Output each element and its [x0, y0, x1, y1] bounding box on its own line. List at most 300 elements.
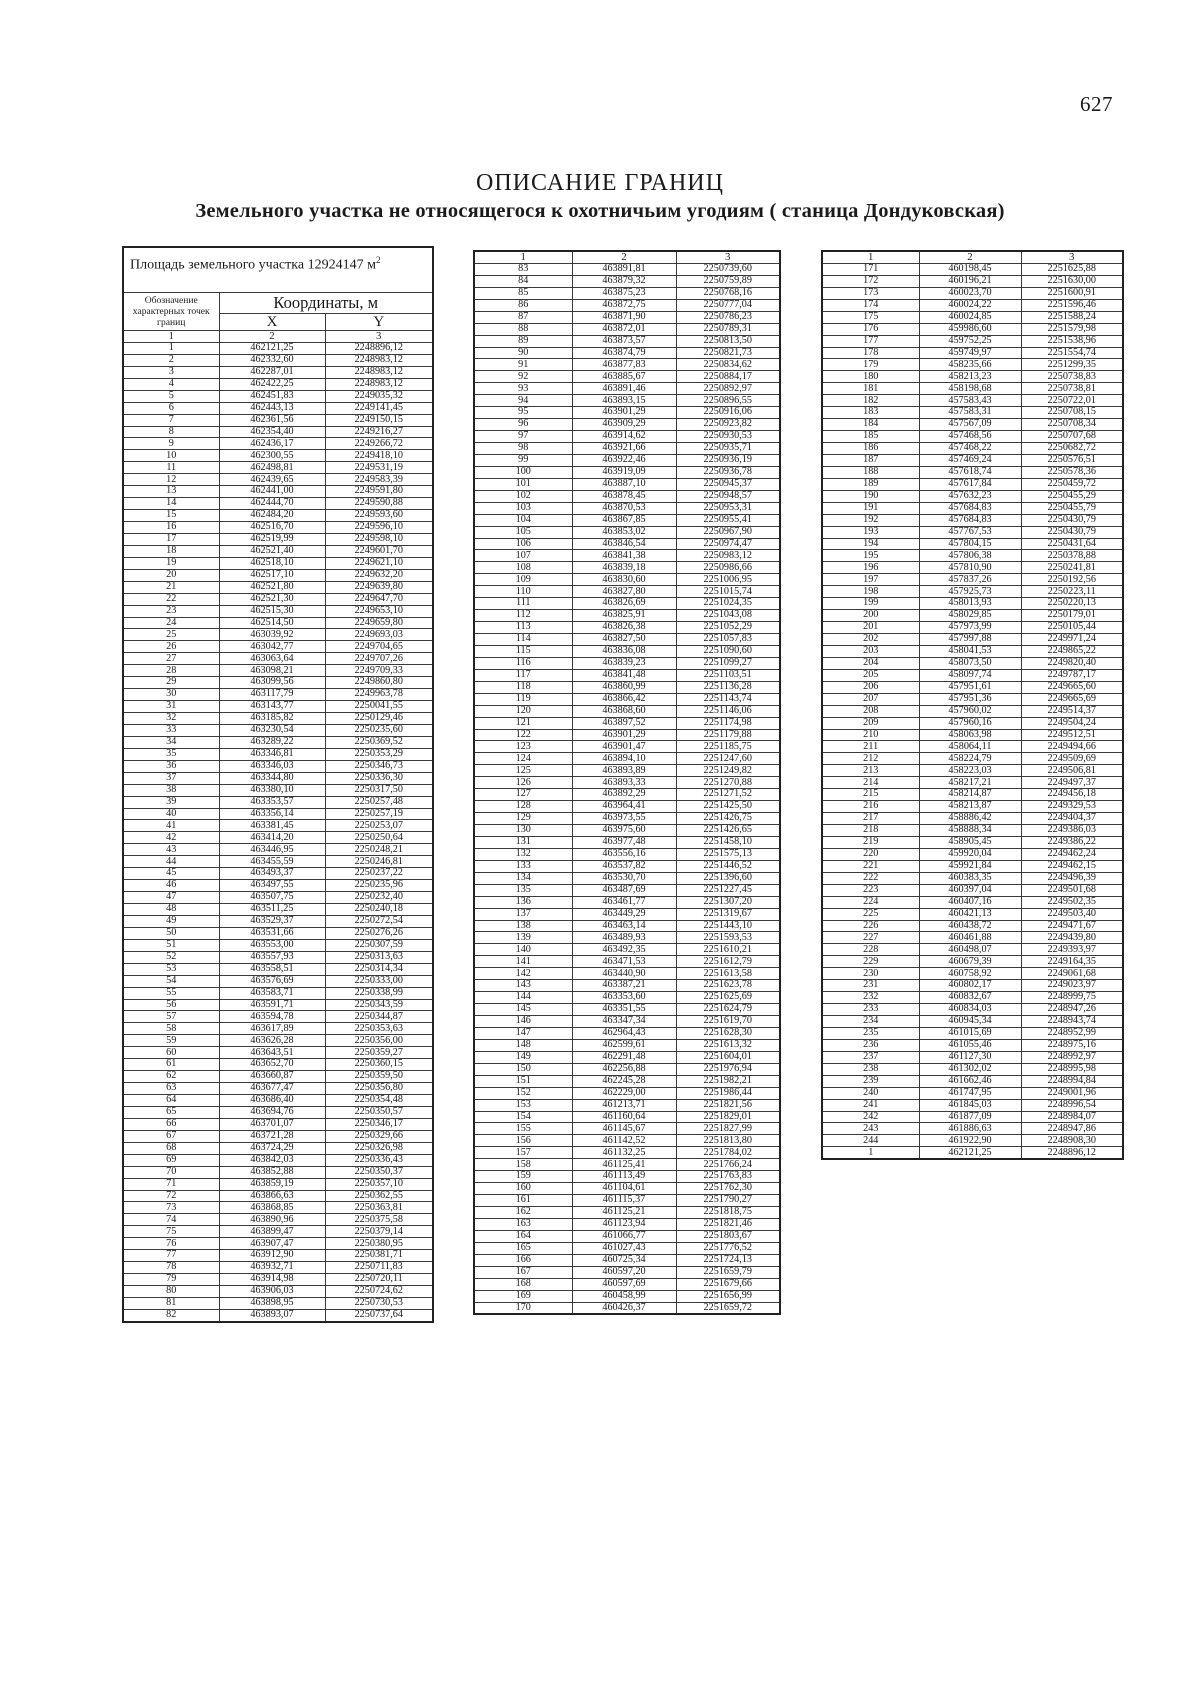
table-row [474, 1266, 780, 1278]
table-row [822, 383, 1123, 395]
table-row [822, 1123, 1123, 1135]
point-number-cell: 227 [822, 932, 919, 944]
point-number-cell: 101 [474, 478, 572, 490]
y-coordinate-cell: 2250336,30 [325, 772, 433, 784]
x-coordinate-cell: 463922,46 [572, 454, 676, 466]
y-coordinate-cell: 2250338,99 [325, 987, 433, 999]
point-number-cell: 34 [123, 736, 219, 748]
area-label: Площадь земельного участка 12924147 $м^2$ [123, 247, 433, 293]
point-number-cell: 209 [822, 717, 919, 729]
x-coordinate-cell: 463842,03 [219, 1154, 325, 1166]
table-row [474, 669, 780, 681]
point-number-cell: 232 [822, 992, 919, 1004]
table-row [123, 1130, 433, 1142]
x-coordinate-cell: 462439,65 [219, 474, 325, 486]
y-coordinate-cell: 2251057,83 [676, 634, 780, 646]
y-coordinate-cell: 2249503,40 [1021, 908, 1123, 920]
y-coordinate-cell: 2251659,79 [676, 1266, 780, 1278]
point-number-cell: 83 [474, 263, 572, 275]
x-coordinate-cell: 458029,85 [919, 610, 1021, 622]
y-coordinate-cell: 2251604,01 [676, 1051, 780, 1063]
table-row [474, 431, 780, 443]
y-coordinate-cell: 2250307,59 [325, 939, 433, 951]
y-coordinate-cell: 2249971,24 [1021, 634, 1123, 646]
point-number-cell: 145 [474, 1004, 572, 1016]
x-coordinate-cell: 462517,10 [219, 569, 325, 581]
y-coordinate-cell: 2250923,82 [676, 419, 780, 431]
table-row [474, 586, 780, 598]
y-coordinate-cell: 2251656,99 [676, 1290, 780, 1302]
y-coordinate-cell: 2251249,82 [676, 765, 780, 777]
y-coordinate-cell: 2250350,57 [325, 1106, 433, 1118]
y-coordinate-cell: 2250317,50 [325, 784, 433, 796]
x-coordinate-cell: 463830,60 [572, 574, 676, 586]
y-coordinate-cell: 2250237,22 [325, 868, 433, 880]
table-row [123, 1154, 433, 1166]
point-number-cell: 60 [123, 1047, 219, 1059]
point-number-cell: 121 [474, 717, 572, 729]
table-row [474, 1051, 780, 1063]
point-number-cell: 230 [822, 968, 919, 980]
x-coordinate-cell: 463841,38 [572, 550, 676, 562]
point-number-cell: 129 [474, 813, 572, 825]
y-coordinate-cell: 2249216,27 [325, 426, 433, 438]
x-coordinate-cell: 461213,71 [572, 1099, 676, 1111]
point-number-cell: 79 [123, 1274, 219, 1286]
column-number-header: 1 [474, 251, 572, 263]
point-number-cell: 109 [474, 574, 572, 586]
point-number-cell: 215 [822, 789, 919, 801]
y-coordinate-cell: 2249709,33 [325, 665, 433, 677]
table-row [474, 1004, 780, 1016]
table-row [474, 1195, 780, 1207]
point-number-cell: 48 [123, 904, 219, 916]
point-number-cell: 156 [474, 1135, 572, 1147]
x-coordinate-cell: 463906,03 [219, 1286, 325, 1298]
y-coordinate-cell: 2250738,81 [1021, 383, 1123, 395]
y-coordinate-cell: 2251803,67 [676, 1230, 780, 1242]
y-coordinate-cell: 2251015,74 [676, 586, 780, 598]
x-coordinate-cell: 457617,84 [919, 478, 1021, 490]
y-coordinate-cell: 2250192,56 [1021, 574, 1123, 586]
x-coordinate-cell: 458224,79 [919, 753, 1021, 765]
y-coordinate-cell: 2249266,72 [325, 438, 433, 450]
x-coordinate-cell: 462300,55 [219, 450, 325, 462]
x-coordinate-cell: 463914,62 [572, 431, 676, 443]
x-coordinate-cell: 457468,22 [919, 443, 1021, 455]
x-coordinate-cell: 458041,53 [919, 645, 1021, 657]
x-coordinate-cell: 461015,69 [919, 1027, 1021, 1039]
y-coordinate-cell: 2251766,24 [676, 1159, 780, 1171]
table-row [822, 789, 1123, 801]
table-row [822, 944, 1123, 956]
point-number-cell: 233 [822, 1004, 919, 1016]
y-coordinate-cell: 2250455,29 [1021, 490, 1123, 502]
table-row [822, 311, 1123, 323]
y-coordinate-cell: 2250343,59 [325, 999, 433, 1011]
point-number-cell: 45 [123, 868, 219, 880]
point-number-cell: 200 [822, 610, 919, 622]
x-coordinate-cell: 457567,09 [919, 419, 1021, 431]
x-coordinate-cell: 461127,30 [919, 1051, 1021, 1063]
x-coordinate-cell: 457618,74 [919, 466, 1021, 478]
x-coordinate-cell: 459920,04 [919, 848, 1021, 860]
x-coordinate-cell: 463826,69 [572, 598, 676, 610]
x-coordinate-cell: 463117,79 [219, 689, 325, 701]
table-row [822, 645, 1123, 657]
point-number-cell: 65 [123, 1106, 219, 1118]
table-row [123, 426, 433, 438]
point-number-cell: 50 [123, 927, 219, 939]
x-coordinate-cell: 461142,52 [572, 1135, 676, 1147]
x-coordinate-cell: 463099,56 [219, 677, 325, 689]
x-coordinate-cell: 462291,48 [572, 1051, 676, 1063]
table-row [474, 705, 780, 717]
y-coordinate-cell: 2250105,44 [1021, 622, 1123, 634]
point-number-cell: 241 [822, 1099, 919, 1111]
point-number-cell: 229 [822, 956, 919, 968]
x-coordinate-cell: 463977,48 [572, 836, 676, 848]
y-coordinate-cell: 2249001,96 [1021, 1087, 1123, 1099]
x-coordinate-cell: 463867,85 [572, 514, 676, 526]
x-coordinate-cell: 463839,23 [572, 657, 676, 669]
x-coordinate-cell: 463414,20 [219, 832, 325, 844]
point-number-cell: 124 [474, 753, 572, 765]
y-coordinate-cell: 2250336,43 [325, 1154, 433, 1166]
y-coordinate-cell: 2251596,46 [1021, 299, 1123, 311]
y-coordinate-cell: 2250356,00 [325, 1035, 433, 1047]
y-coordinate-cell: 2250720,11 [325, 1274, 433, 1286]
y-coordinate-cell: 2250362,55 [325, 1190, 433, 1202]
x-coordinate-cell: 463899,47 [219, 1226, 325, 1238]
point-number-cell: 69 [123, 1154, 219, 1166]
coordinates-table-1 [122, 246, 434, 1323]
y-coordinate-cell: 2250232,40 [325, 892, 433, 904]
table-row [474, 968, 780, 980]
x-coordinate-cell: 463230,54 [219, 724, 325, 736]
point-number-cell: 64 [123, 1095, 219, 1107]
y-coordinate-cell: 2249632,20 [325, 569, 433, 581]
table-row [123, 474, 433, 486]
point-number-cell: 132 [474, 848, 572, 860]
y-coordinate-cell: 2249514,37 [1021, 705, 1123, 717]
y-coordinate-cell: 2250707,68 [1021, 431, 1123, 443]
y-coordinate-cell: 2250333,00 [325, 975, 433, 987]
point-number-cell: 82 [123, 1309, 219, 1321]
table-row [123, 892, 433, 904]
table-row [474, 980, 780, 992]
y-coordinate-cell: 2251976,94 [676, 1063, 780, 1075]
y-coordinate-cell: 2251043,08 [676, 610, 780, 622]
point-number-cell: 167 [474, 1266, 572, 1278]
x-coordinate-cell: 457951,36 [919, 693, 1021, 705]
x-coordinate-cell: 461115,37 [572, 1195, 676, 1207]
y-coordinate-cell: 2251821,46 [676, 1218, 780, 1230]
x-coordinate-cell: 463497,55 [219, 880, 325, 892]
table-row [123, 1071, 433, 1083]
table-row [474, 287, 780, 299]
x-coordinate-cell: 463909,29 [572, 419, 676, 431]
table-row [474, 1218, 780, 1230]
point-number-cell: 218 [822, 825, 919, 837]
y-coordinate-cell: 2250381,71 [325, 1250, 433, 1262]
table-row [474, 789, 780, 801]
table-row [474, 526, 780, 538]
y-coordinate-cell: 2249590,88 [325, 498, 433, 510]
table-row [474, 466, 780, 478]
x-coordinate-cell: 463872,75 [572, 299, 676, 311]
x-coordinate-cell: 461132,25 [572, 1147, 676, 1159]
y-coordinate-cell: 2250916,06 [676, 407, 780, 419]
y-coordinate-cell: 2251307,20 [676, 896, 780, 908]
table-row [822, 836, 1123, 848]
x-coordinate-cell: 463846,54 [572, 538, 676, 550]
table-row [123, 402, 433, 414]
y-coordinate-cell: 2249665,69 [1021, 693, 1123, 705]
table-row [474, 1290, 780, 1302]
y-coordinate-cell: 2250359,50 [325, 1071, 433, 1083]
x-coordinate-cell: 458198,68 [919, 383, 1021, 395]
y-coordinate-cell: 2251270,88 [676, 777, 780, 789]
point-number-cell: 81 [123, 1297, 219, 1309]
x-coordinate-cell: 460945,34 [919, 1016, 1021, 1028]
x-coordinate-cell: 463553,00 [219, 939, 325, 951]
table-row [822, 562, 1123, 574]
y-coordinate-cell: 2250329,66 [325, 1130, 433, 1142]
point-number-cell: 186 [822, 443, 919, 455]
y-coordinate-cell: 2250786,23 [676, 311, 780, 323]
y-coordinate-cell: 2249504,24 [1021, 717, 1123, 729]
y-coordinate-cell: 2251784,02 [676, 1147, 780, 1159]
y-coordinate-cell: 2251052,29 [676, 622, 780, 634]
y-coordinate-cell: 2250129,46 [325, 713, 433, 725]
x-coordinate-cell: 461125,41 [572, 1159, 676, 1171]
point-number-cell: 26 [123, 641, 219, 653]
table-row [822, 634, 1123, 646]
y-coordinate-cell: 2249531,19 [325, 462, 433, 474]
table-row [474, 359, 780, 371]
y-coordinate-cell: 2249509,69 [1021, 753, 1123, 765]
table-row [474, 454, 780, 466]
table-row [474, 992, 780, 1004]
table-row [474, 538, 780, 550]
x-coordinate-cell: 463890,96 [219, 1214, 325, 1226]
point-number-cell: 164 [474, 1230, 572, 1242]
table-row [822, 1039, 1123, 1051]
point-number-cell: 236 [822, 1039, 919, 1051]
point-number-cell: 152 [474, 1087, 572, 1099]
x-coordinate-cell: 463449,29 [572, 908, 676, 920]
y-coordinate-cell: 2249707,26 [325, 653, 433, 665]
point-number-cell: 148 [474, 1039, 572, 1051]
y-coordinate-cell: 2249647,70 [325, 593, 433, 605]
x-coordinate-cell: 463894,10 [572, 753, 676, 765]
x-coordinate-cell: 463493,37 [219, 868, 325, 880]
y-coordinate-cell: 2251624,79 [676, 1004, 780, 1016]
y-coordinate-cell: 2251575,13 [676, 848, 780, 860]
y-coordinate-cell: 2248896,12 [1021, 1147, 1123, 1159]
table-row [822, 526, 1123, 538]
x-coordinate-cell: 457997,88 [919, 634, 1021, 646]
y-coordinate-cell: 2250945,37 [676, 478, 780, 490]
y-coordinate-cell: 2250276,26 [325, 927, 433, 939]
y-coordinate-cell: 2249787,17 [1021, 669, 1123, 681]
y-coordinate-cell: 2251425,50 [676, 801, 780, 813]
table-row [822, 323, 1123, 335]
y-header: Y [325, 314, 433, 331]
point-number-cell: 57 [123, 1011, 219, 1023]
x-coordinate-cell: 461662,46 [919, 1075, 1021, 1087]
y-coordinate-cell: 2251612,79 [676, 956, 780, 968]
point-number-cell: 113 [474, 622, 572, 634]
x-coordinate-cell: 463557,93 [219, 951, 325, 963]
point-number-cell: 136 [474, 896, 572, 908]
x-coordinate-cell: 463701,07 [219, 1118, 325, 1130]
point-number-cell: 53 [123, 963, 219, 975]
y-coordinate-cell: 2250369,52 [325, 736, 433, 748]
table-row [123, 1095, 433, 1107]
point-number-cell: 1 [822, 1147, 919, 1159]
y-coordinate-cell: 2249329,53 [1021, 801, 1123, 813]
point-number-cell: 174 [822, 299, 919, 311]
x-coordinate-cell: 463877,83 [572, 359, 676, 371]
y-coordinate-cell: 2250768,16 [676, 287, 780, 299]
x-coordinate-cell: 463143,77 [219, 701, 325, 713]
point-number-cell: 104 [474, 514, 572, 526]
x-coordinate-cell: 463873,57 [572, 335, 676, 347]
table-row [123, 904, 433, 916]
x-coordinate-cell: 462354,40 [219, 426, 325, 438]
x-coordinate-cell: 463724,29 [219, 1142, 325, 1154]
table-row [123, 1142, 433, 1154]
y-coordinate-cell: 2249501,68 [1021, 884, 1123, 896]
table-row [474, 801, 780, 813]
point-number-cell: 31 [123, 701, 219, 713]
table-row [474, 335, 780, 347]
point-number-cell: 198 [822, 586, 919, 598]
y-coordinate-cell: 2249865,22 [1021, 645, 1123, 657]
y-coordinate-cell: 2251613,32 [676, 1039, 780, 1051]
point-number-cell: 91 [474, 359, 572, 371]
x-coordinate-cell: 463583,71 [219, 987, 325, 999]
x-coordinate-cell: 463891,81 [572, 263, 676, 275]
y-coordinate-cell: 2250682,72 [1021, 443, 1123, 455]
point-number-cell: 21 [123, 581, 219, 593]
point-number-cell: 234 [822, 1016, 919, 1028]
point-number-cell: 157 [474, 1147, 572, 1159]
page-number: 627 [1080, 92, 1113, 116]
table-row [474, 395, 780, 407]
table-body [822, 263, 1123, 1159]
table-row [123, 760, 433, 772]
x-coordinate-cell: 463932,71 [219, 1262, 325, 1274]
y-coordinate-cell: 2251396,60 [676, 872, 780, 884]
table-row [822, 896, 1123, 908]
y-coordinate-cell: 2249471,67 [1021, 920, 1123, 932]
x-coordinate-cell: 460383,35 [919, 872, 1021, 884]
x-coordinate-cell: 458235,66 [919, 359, 1021, 371]
point-number-cell: 78 [123, 1262, 219, 1274]
point-number-cell: 119 [474, 693, 572, 705]
x-coordinate-cell: 460421,13 [919, 908, 1021, 920]
y-coordinate-cell: 2249462,15 [1021, 860, 1123, 872]
x-coordinate-cell: 463063,64 [219, 653, 325, 665]
y-coordinate-cell: 2249496,39 [1021, 872, 1123, 884]
y-coordinate-cell: 2248983,12 [325, 378, 433, 390]
x-coordinate-cell: 461302,02 [919, 1063, 1021, 1075]
x-coordinate-cell: 463901,47 [572, 741, 676, 753]
point-number-cell: 14 [123, 498, 219, 510]
point-number-cell: 46 [123, 880, 219, 892]
x-coordinate-cell: 462441,00 [219, 486, 325, 498]
point-number-cell: 115 [474, 645, 572, 657]
x-coordinate-cell: 462964,43 [572, 1027, 676, 1039]
y-coordinate-cell: 2249494,66 [1021, 741, 1123, 753]
point-number-cell: 32 [123, 713, 219, 725]
x-coordinate-cell: 463381,45 [219, 820, 325, 832]
table-row [474, 1111, 780, 1123]
table-row [123, 438, 433, 450]
y-coordinate-cell: 2251588,24 [1021, 311, 1123, 323]
table-row [123, 462, 433, 474]
y-coordinate-cell: 2250737,64 [325, 1309, 433, 1321]
y-coordinate-cell: 2250578,36 [1021, 466, 1123, 478]
column-number-header: 2 [219, 331, 325, 343]
table-row [123, 498, 433, 510]
table-row [822, 407, 1123, 419]
table-row [123, 748, 433, 760]
table-row [123, 724, 433, 736]
y-coordinate-cell: 2250730,53 [325, 1297, 433, 1309]
y-coordinate-cell: 2248896,12 [325, 342, 433, 354]
y-coordinate-cell: 2249653,10 [325, 605, 433, 617]
x-coordinate-cell: 463461,77 [572, 896, 676, 908]
y-coordinate-cell: 2250353,63 [325, 1023, 433, 1035]
y-coordinate-cell: 2248992,97 [1021, 1051, 1123, 1063]
table-row [474, 645, 780, 657]
y-coordinate-cell: 2249860,80 [325, 677, 433, 689]
point-number-cell: 166 [474, 1254, 572, 1266]
point-number-cell: 244 [822, 1135, 919, 1147]
table-row [123, 784, 433, 796]
point-number-cell: 11 [123, 462, 219, 474]
y-coordinate-cell: 2250248,21 [325, 844, 433, 856]
point-number-cell: 130 [474, 825, 572, 837]
x-coordinate-cell: 463537,82 [572, 860, 676, 872]
y-coordinate-cell: 2250350,37 [325, 1166, 433, 1178]
table-row [822, 275, 1123, 287]
x-coordinate-cell: 463344,80 [219, 772, 325, 784]
x-coordinate-cell: 463919,09 [572, 466, 676, 478]
table-row [822, 1027, 1123, 1039]
x-coordinate-cell: 459752,25 [919, 335, 1021, 347]
point-number-cell: 6 [123, 402, 219, 414]
point-number-cell: 206 [822, 681, 919, 693]
x-coordinate-cell: 458064,11 [919, 741, 1021, 753]
y-coordinate-cell: 2251659,72 [676, 1302, 780, 1314]
x-coordinate-cell: 462287,01 [219, 366, 325, 378]
point-number-cell: 225 [822, 908, 919, 920]
table-row [474, 1063, 780, 1075]
table-row [474, 263, 780, 275]
point-number-cell: 212 [822, 753, 919, 765]
y-coordinate-cell: 2249061,68 [1021, 968, 1123, 980]
y-coordinate-cell: 2249393,97 [1021, 944, 1123, 956]
table-row [123, 1190, 433, 1202]
x-coordinate-cell: 457973,99 [919, 622, 1021, 634]
x-coordinate-cell: 463836,08 [572, 645, 676, 657]
y-coordinate-cell: 2251829,01 [676, 1111, 780, 1123]
